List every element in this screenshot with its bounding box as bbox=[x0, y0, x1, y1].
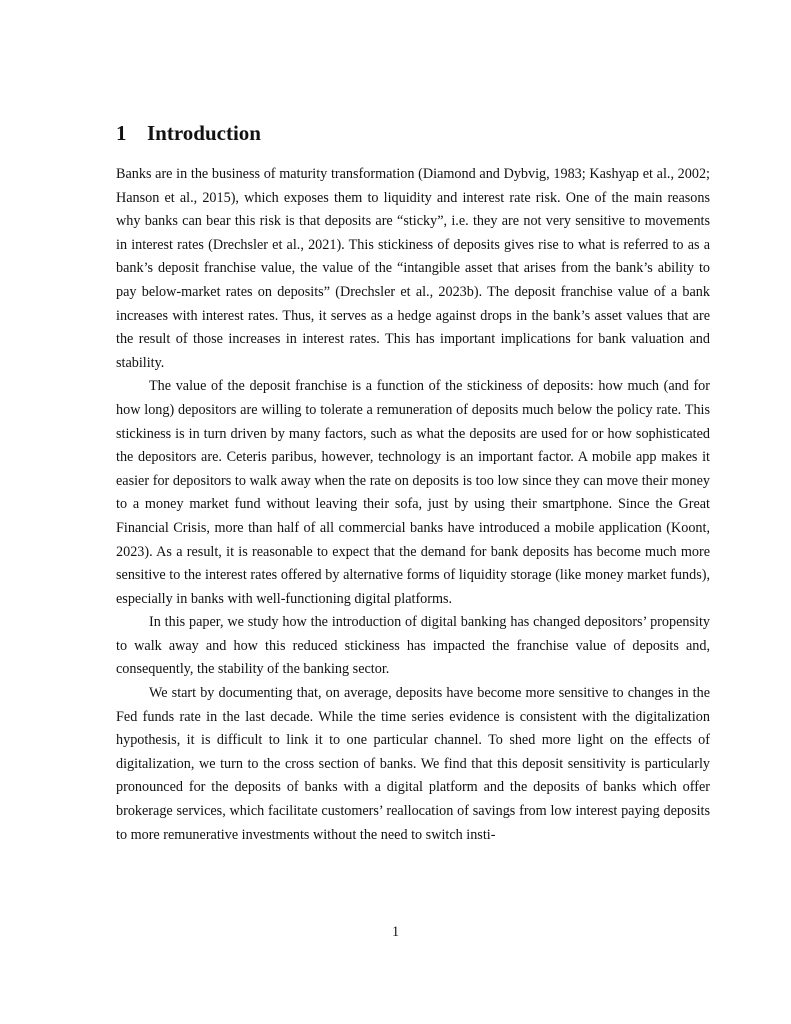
section-number: 1 bbox=[116, 121, 127, 145]
paragraph-3: In this paper, we study how the introduction of digital banking has changed depositors’ propensity to walk away and how this reduced stickiness has impacted the franchise value of deposits and, consequently, the stability of the banking sector. bbox=[116, 614, 710, 678]
paragraph-1: Banks are in the business of maturity transformation (Diamond and Dybvig, 1983; Kashyap et al., 2002; Hanson et al., 2015), which exposes them to liquidity and interest rate risk. One of the main reasons why banks can bear this risk is that deposits are “sticky”, i.e. they are not very sensitive to movements in interest rates (Drechsler et al., 2021). This stickiness of deposits gives rise to what is referred to as a bank’s deposit franchise value, the value of the “intangible asset that arises from the bank’s ability to pay below-market rates on deposits” (Drechsler et al., 2023b). The deposit franchise value of a bank increases with interest rates. Thus, it serves as a hedge against drops in the bank’s asset values that are the result of those increases in interest rates. This has important implications for bank valuation and stability. bbox=[116, 166, 710, 371]
section-heading bbox=[116, 118, 261, 148]
paragraph-2: The value of the deposit franchise is a function of the stickiness of deposits: how much (and for how long) depositors are willing to tolerate a remuneration of deposits much below the policy rate. This stickiness is in turn driven by many factors, such as what the deposits are used for or how sophisticated the depositors are. Ceteris paribus, however, technology is an important factor. A mobile app makes it easier for depositors to walk away when the rate on deposits is too low since they can move their money to a money market fund without leaving their sofa, just by using their smartphone. Since the Great Financial Crisis, more than half of all commercial banks have introduced a mobile application (Koont, 2023). As a result, it is reasonable to expect that the demand for bank deposits has become much more sensitive to the interest rates offered by alternative forms of liquidity storage (like money market funds), especially in banks with well-functioning digital platforms. bbox=[116, 378, 710, 607]
paragraph-4: We start by documenting that, on average, deposits have become more sensitive to changes in the Fed funds rate in the last decade. While the time series evidence is consistent with the digitalization hypothesis, it is difficult to link it to one particular channel. To shed more light on the effects of digitalization, we turn to the cross section of banks. We find that this deposit sensitivity is particularly pronounced for the deposits of banks with a digital platform and the deposits of banks which offer brokerage services, which facilitate customers’ reallocation of savings from low interest paying deposits to more remunerative investments without the need to switch insti- bbox=[116, 685, 710, 843]
page-number: 1 bbox=[391, 924, 400, 940]
section-title: Introduction bbox=[147, 121, 261, 145]
body-text bbox=[116, 163, 710, 847]
